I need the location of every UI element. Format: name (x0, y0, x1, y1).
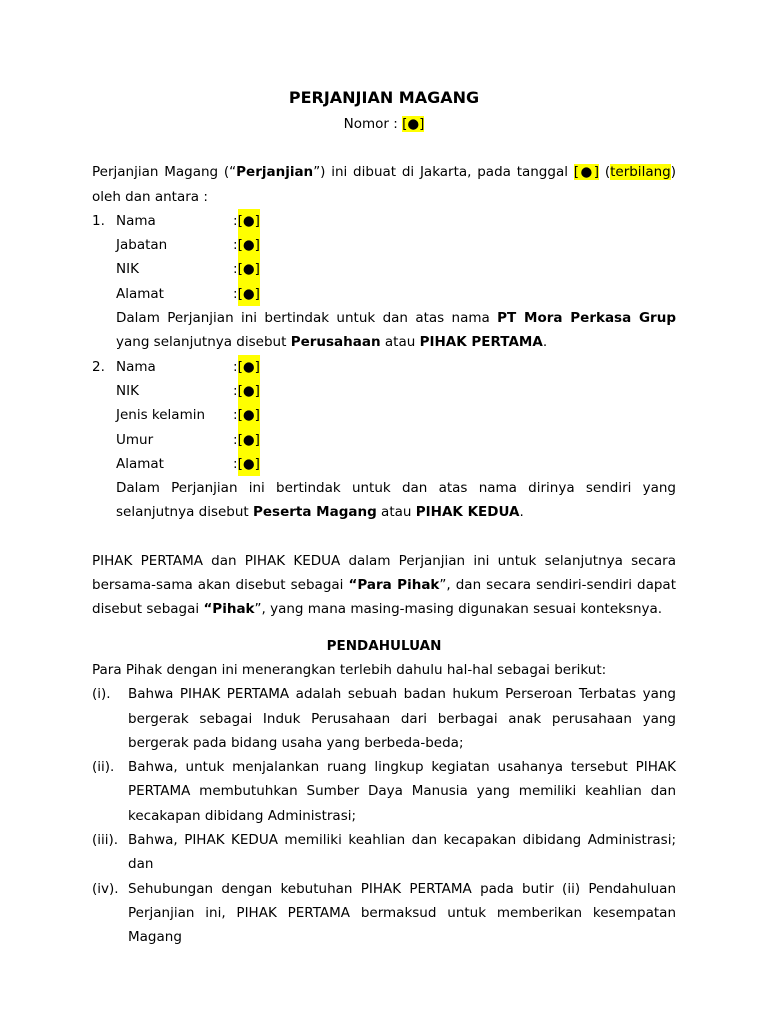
field-separator: : (233, 237, 238, 254)
field-placeholder: [●] (238, 428, 260, 452)
nomor-label: Nomor : (343, 116, 403, 132)
field-separator: : (233, 431, 238, 448)
party-1-field-nama (116, 209, 676, 233)
party-1-number: 1. (92, 212, 105, 229)
desc-text: yang selanjutnya disebut (116, 334, 291, 351)
para-pihak-term: “Para Pihak (348, 577, 440, 594)
field-label: Nama (116, 358, 156, 375)
field-separator: : (233, 407, 238, 424)
party-2 (92, 355, 676, 525)
intro-text-2: ”) ini dibuat di Jakarta, pada tanggal (313, 164, 574, 181)
item-text: Bahwa PIHAK PERTAMA adalah sebuah badan hukum Perseroan Terbatas yang bergerak sebagai Induk Perusahaan dari berbagai anak perusahaan yang bergerak pada bidang usaha yang berbeda-beda; (128, 686, 676, 751)
item-text: Bahwa, PIHAK KEDUA memiliki keahlian dan kecapakan dibidang Administrasi; dan (128, 832, 676, 873)
field-placeholder: [●] (238, 282, 260, 306)
field-label: Nama (116, 212, 156, 229)
field-separator: : (233, 285, 238, 302)
pendahuluan-item-1 (92, 682, 676, 755)
field-placeholder: [●] (238, 257, 260, 281)
para-text: PIHAK PERTAMA dan PIHAK KEDUA dalam Perjanjian ini untuk selanjutnya secara bersama-sama akan disebut sebagai (92, 552, 676, 594)
pendahuluan-item-4 (92, 877, 676, 950)
desc-text: atau (380, 334, 420, 351)
item-text: Sehubungan dengan kebutuhan PIHAK PERTAMA pada butir (ii) Pendahuluan Perjanjian ini, PIHAK PERTAMA bermaksud untuk memberikan kesempatan Magang (128, 880, 676, 946)
section-title-pendahuluan: PENDAHULUAN (326, 637, 442, 654)
item-number: (ii). (92, 759, 115, 776)
party-2-description (116, 476, 676, 525)
pihak-term: “Pihak (203, 601, 255, 618)
field-placeholder: [●] (238, 379, 260, 403)
spacer (92, 525, 676, 549)
intro-text-1: Perjanjian Magang (“ (92, 164, 237, 181)
party-1-description (116, 306, 676, 355)
document-title: PERJANJIAN MAGANG (288, 88, 480, 107)
desc-text: . (519, 504, 524, 521)
field-placeholder: [●] (238, 452, 260, 476)
item-number: (iii). (92, 832, 119, 849)
field-label: Jenis kelamin (116, 407, 206, 424)
party-2-field-nama (116, 355, 676, 379)
company-name: PT Mora Perkasa Grup (497, 310, 676, 327)
field-label: Alamat (116, 455, 164, 472)
field-label: Alamat (116, 285, 164, 302)
field-label: Jabatan (116, 237, 168, 254)
para-text: ”, dan secara sendiri-sendiri dapat disebut sebagai (92, 577, 676, 618)
nomor-placeholder: [●] (402, 116, 425, 132)
desc-text: Dalam Perjanjian ini bertindak untuk dan atas nama dirinya sendiri yang selanjutnya disebut (116, 480, 676, 521)
document-number (92, 112, 676, 136)
party-2-field-nik (116, 379, 676, 403)
party-2-field-jenis-kelamin (116, 403, 676, 427)
field-separator: : (233, 358, 238, 375)
item-text: Bahwa, untuk menjalankan ruang lingkup kegiatan usahanya tersebut PIHAK PERTAMA membutuhkan Sumber Daya Manusia yang memiliki keahlian dan kecakapan dibidang Administrasi; (128, 759, 676, 824)
pendahuluan-intro: Para Pihak dengan ini menerangkan terlebih dahulu hal-hal sebagai berikut: (92, 661, 607, 678)
party-2-field-alamat (116, 452, 676, 476)
para-text: ”, yang mana masing-masing digunakan sesuai konteksnya. (254, 601, 663, 618)
intro-text-3: ( (599, 164, 611, 181)
document-content (92, 84, 676, 950)
party-2-number: 2. (92, 358, 105, 375)
intro-paragraph (92, 160, 676, 209)
item-number: (iv). (92, 880, 119, 897)
field-separator: : (233, 382, 238, 399)
intro-perjanjian-term: Perjanjian (236, 164, 314, 181)
peserta-magang-term: Peserta Magang (253, 504, 377, 521)
item-number: (i). (92, 686, 111, 703)
pihak-kedua-term: PIHAK KEDUA (415, 504, 520, 521)
field-label: NIK (116, 382, 139, 399)
party-1 (92, 209, 676, 355)
date-placeholder: [●] (573, 164, 600, 181)
party-2-field-umur (116, 428, 676, 452)
para-pihak-paragraph (92, 549, 676, 622)
pihak-pertama-term: PIHAK PERTAMA (419, 334, 543, 351)
field-label: Umur (116, 431, 154, 448)
field-label: NIK (116, 261, 139, 278)
pendahuluan-item-2 (92, 755, 676, 828)
party-1-body (116, 209, 676, 355)
field-separator: : (233, 212, 238, 229)
party-1-field-alamat (116, 282, 676, 306)
field-placeholder: [●] (238, 403, 260, 427)
party-2-body (116, 355, 676, 525)
terbilang-placeholder: terbilang (610, 164, 671, 181)
party-1-field-nik (116, 257, 676, 281)
pendahuluan-item-3 (92, 828, 676, 877)
desc-text: Dalam Perjanjian ini bertindak untuk dan atas nama (116, 310, 498, 327)
field-separator: : (233, 261, 238, 278)
desc-text: atau (376, 504, 416, 521)
desc-text: . (542, 334, 548, 351)
intro-text-4: ) oleh dan antara : (92, 164, 676, 205)
party-1-field-jabatan (116, 233, 676, 257)
spacer (92, 622, 676, 634)
perusahaan-term: Perusahaan (290, 334, 381, 351)
field-separator: : (233, 455, 238, 472)
field-placeholder: [●] (238, 355, 260, 379)
field-placeholder: [●] (238, 233, 260, 257)
field-placeholder: [●] (238, 209, 260, 233)
